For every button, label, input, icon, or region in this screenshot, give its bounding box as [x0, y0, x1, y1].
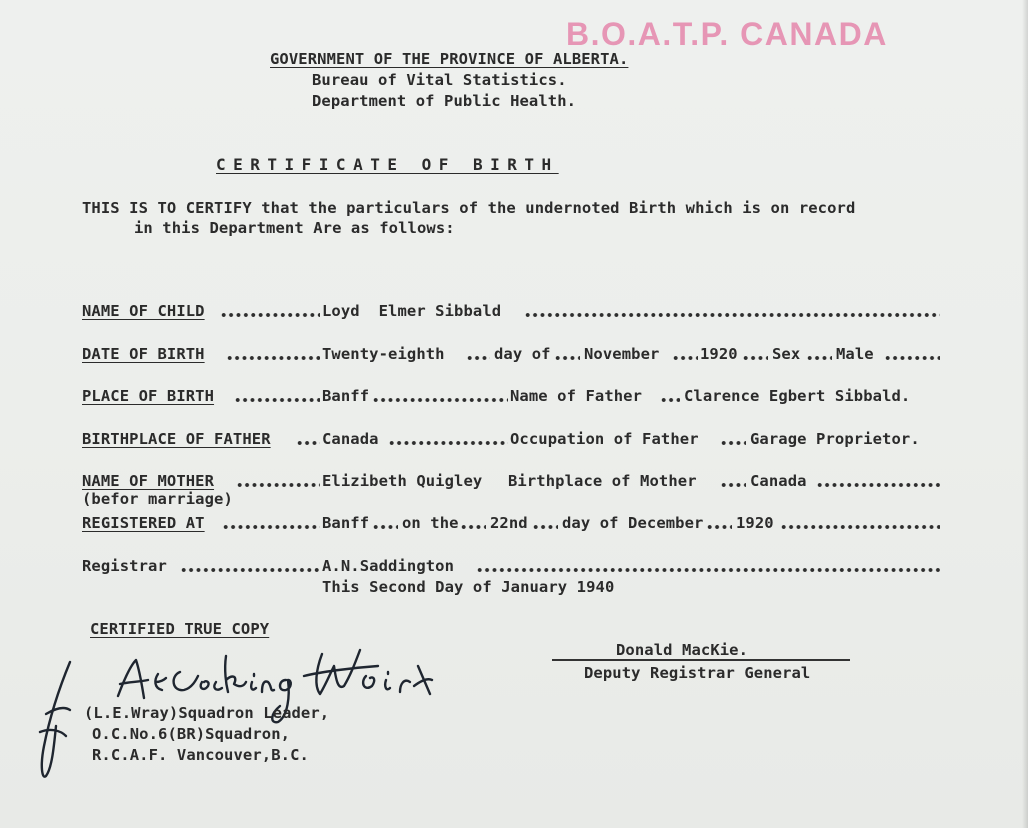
name-of-child-value: Loyd Elmer Sibbald — [322, 302, 502, 320]
leader-dots — [460, 524, 486, 530]
leader-dots — [296, 440, 320, 446]
leader-dots — [884, 355, 940, 361]
bureau-line: Bureau of Vital Statistics. — [312, 71, 567, 89]
leader-dots — [720, 440, 746, 446]
registered-at-label: REGISTERED AT — [82, 514, 205, 532]
registrar-label: Registrar — [82, 557, 167, 575]
leader-dots — [372, 397, 508, 403]
leader-dots — [672, 355, 698, 361]
dob-day-of-text: day of — [494, 345, 551, 363]
name-of-father-value: Clarence Egbert Sibbald. — [684, 387, 911, 405]
birthplace-of-father-label: BIRTHPLACE OF FATHER — [82, 430, 271, 448]
leader-dots — [780, 524, 940, 530]
leader-dots — [234, 397, 320, 403]
registrar-value: A.N.Saddington — [322, 557, 455, 575]
place-of-birth-value: Banff — [322, 387, 370, 405]
certifier-line-2: O.C.No.6(BR)Squadron, — [92, 725, 291, 743]
leader-dots — [532, 524, 558, 530]
leader-dots — [220, 312, 320, 318]
leader-dots — [226, 355, 320, 361]
occupation-of-father-label: Occupation of Father — [510, 430, 699, 448]
name-of-child-label: NAME OF CHILD — [82, 302, 205, 320]
birthplace-of-father-value: Canada — [322, 430, 379, 448]
sex-value: Male — [836, 345, 874, 363]
issue-date-line: This Second Day of January 1940 — [322, 578, 615, 596]
leader-dots — [816, 482, 940, 488]
sex-label: Sex — [772, 345, 801, 363]
leader-dots — [720, 482, 746, 488]
leader-dots — [554, 355, 580, 361]
leader-dots — [660, 397, 680, 403]
occupation-of-father-value: Garage Proprietor. — [750, 430, 920, 448]
leader-dots — [388, 440, 508, 446]
leader-dots — [372, 524, 398, 530]
certified-true-copy-heading: CERTIFIED TRUE COPY — [90, 620, 270, 638]
deputy-registrar-title: Deputy Registrar General — [584, 664, 811, 682]
place-of-birth-label: PLACE OF BIRTH — [82, 387, 215, 405]
registration-day-of-month: day of December — [562, 514, 704, 532]
government-heading: GOVERNMENT OF THE PROVINCE OF ALBERTA. — [270, 50, 629, 68]
intro-line-2: in this Department Are as follows: — [134, 219, 455, 237]
leader-dots — [706, 524, 732, 530]
leader-dots — [476, 567, 940, 573]
page-edge-shadow — [1022, 0, 1028, 828]
leader-dots — [524, 312, 940, 318]
name-of-father-label: Name of Father — [510, 387, 643, 405]
certifier-line-3: R.C.A.F. Vancouver,B.C. — [92, 746, 309, 764]
birthplace-of-mother-value: Canada — [750, 472, 807, 490]
name-of-mother-value: Elizibeth Quigley — [322, 472, 483, 490]
dob-year-value: 1920 — [700, 345, 738, 363]
leader-dots — [222, 524, 320, 530]
intro-line-1: THIS IS TO CERTIFY that the particulars of the undernoted Birth which is on record — [82, 199, 856, 217]
signature-line — [552, 659, 850, 661]
leader-dots — [180, 567, 320, 573]
certificate-title: CERTIFICATE OF BIRTH — [216, 155, 559, 174]
date-of-birth-label: DATE OF BIRTH — [82, 345, 205, 363]
boatp-canada-stamp: B.O.A.T.P. CANADA — [566, 16, 888, 52]
birthplace-of-mother-label: Birthplace of Mother — [508, 472, 697, 490]
dob-month-value: November — [584, 345, 660, 363]
registration-day-value: 22nd — [490, 514, 528, 532]
registration-year-value: 1920 — [736, 514, 774, 532]
certifier-line-1: (L.E.Wray)Squadron Leader, — [84, 704, 330, 722]
name-of-mother-sublabel: (befor marriage) — [82, 490, 233, 508]
name-of-mother-label: NAME OF MOTHER — [82, 472, 215, 490]
department-line: Department of Public Health. — [312, 92, 577, 110]
leader-dots — [742, 355, 768, 361]
leader-dots — [236, 482, 320, 488]
leader-dots — [466, 355, 490, 361]
leader-dots — [806, 355, 832, 361]
deputy-registrar-name: Donald MacKie. — [616, 641, 749, 659]
on-the-text: on the — [402, 514, 459, 532]
dob-day-value: Twenty-eighth — [322, 345, 445, 363]
registered-at-value: Banff — [322, 514, 370, 532]
